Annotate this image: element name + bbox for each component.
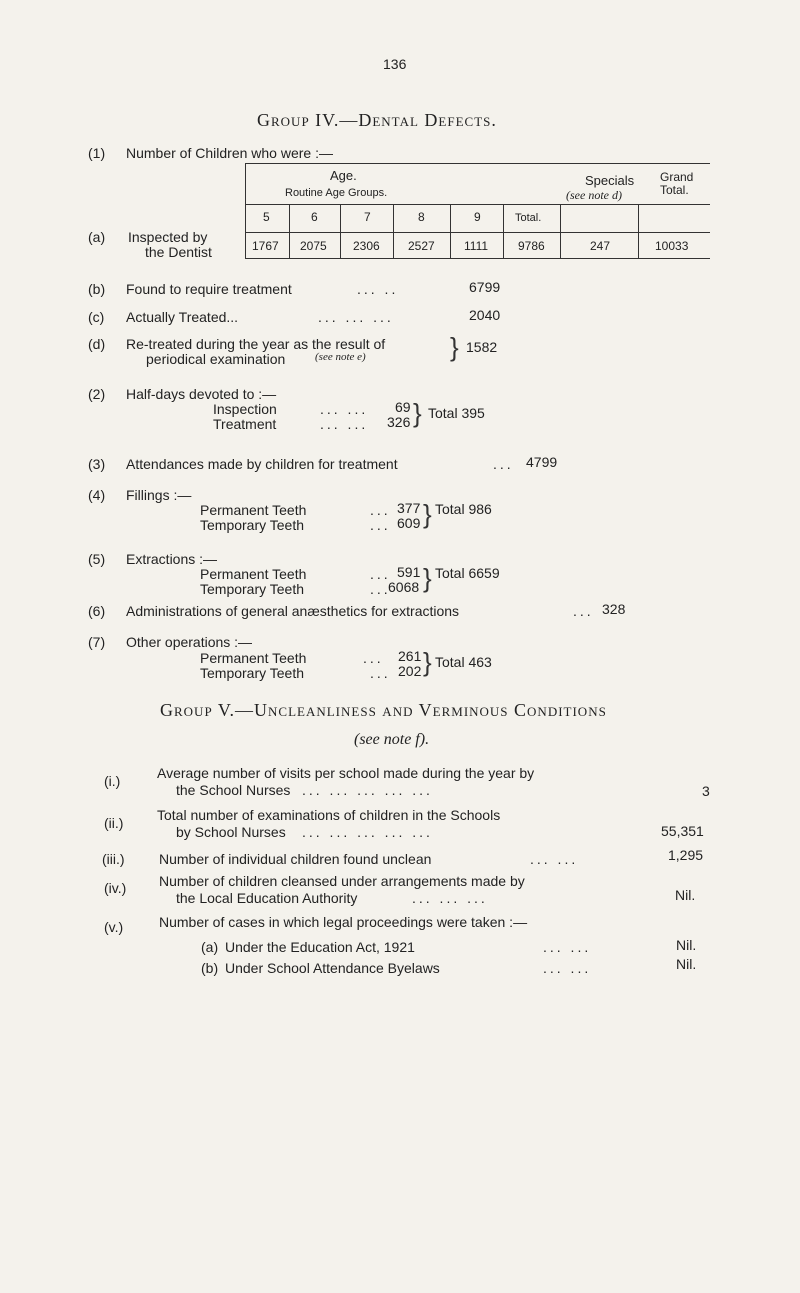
q5-temp-value: 6068	[388, 579, 420, 595]
iv-dots: ... ... ...	[412, 890, 488, 906]
q2-inspection-value: 69	[395, 399, 411, 415]
table-header-rule	[245, 204, 710, 205]
q3-label: (3)	[88, 456, 106, 472]
q7-total: Total 463	[435, 654, 492, 670]
col-label: 7	[364, 210, 371, 224]
cell-value: 1767	[252, 239, 279, 253]
q6-dots: ...	[573, 603, 594, 619]
cell-value: 9786	[518, 239, 545, 253]
b-dots: ... ..	[357, 281, 399, 297]
vb-label: (b)	[201, 960, 219, 976]
q7-temp-dots: ...	[370, 665, 391, 681]
table-mid-rule	[245, 232, 710, 233]
iv-text-2: the Local Education Authority	[176, 890, 358, 906]
q2-treatment-value: 326	[387, 414, 411, 430]
group-v-subtitle: (see note f).	[354, 731, 430, 748]
cell-value: 2306	[353, 239, 380, 253]
va-label: (a)	[201, 939, 219, 955]
row-label-a: (a)	[88, 229, 106, 245]
va-dots: ... ...	[543, 939, 592, 955]
col-divider	[638, 204, 639, 258]
q2-inspection-dots: ... ...	[320, 401, 369, 417]
c-dots: ... ... ...	[318, 309, 394, 325]
ii-value: 55,351	[661, 823, 704, 839]
q7-perm: Permanent Teeth	[200, 650, 307, 666]
q4-total: Total 986	[435, 501, 492, 517]
q4-temp-dots: ...	[370, 517, 391, 533]
col-divider	[560, 204, 561, 258]
i-text: Average number of visits per school made during the year by	[157, 765, 535, 781]
col-divider	[503, 204, 504, 258]
table-top-rule	[245, 163, 710, 164]
q6-label: (6)	[88, 603, 106, 619]
q4-temp-value: 609	[397, 515, 421, 531]
q7-temp: Temporary Teeth	[200, 665, 305, 681]
q5-perm-value: 591	[397, 564, 421, 580]
cell-value: 2075	[300, 239, 327, 253]
q2-treatment-dots: ... ...	[320, 416, 369, 432]
d-text-2: periodical examination	[146, 351, 286, 367]
cell-specials: 247	[590, 239, 611, 253]
iii-dots: ... ...	[530, 851, 579, 867]
q7-perm-dots: ...	[363, 650, 384, 666]
c-label: (c)	[88, 309, 105, 325]
b-text: Found to require treatment	[126, 281, 292, 297]
row-label-2: the Dentist	[145, 244, 212, 260]
vb-value: Nil.	[676, 956, 697, 972]
q2-total: Total 395	[428, 405, 485, 421]
i-value: 3	[702, 783, 710, 799]
q2-text: Half-days devoted to :—	[126, 386, 277, 402]
ii-text: Total number of examinations of children in the Schools	[157, 807, 501, 823]
header-age: Age.	[330, 168, 357, 183]
q5-label: (5)	[88, 551, 106, 567]
q5-text: Extractions :—	[126, 551, 218, 567]
va-text: Under the Education Act, 1921	[225, 939, 415, 955]
q1-label: (1)	[88, 145, 106, 161]
b-label: (b)	[88, 281, 106, 297]
q7-brace: }	[423, 647, 432, 677]
q7-temp-value: 202	[398, 663, 422, 679]
iii-value: 1,295	[668, 847, 704, 863]
vb-dots: ... ...	[543, 960, 592, 976]
ii-text-2: by School Nurses	[176, 824, 286, 840]
ii-label: (ii.)	[104, 815, 124, 831]
q2-inspection: Inspection	[213, 401, 277, 417]
header-routine: Routine Age Groups.	[285, 187, 388, 199]
iii-label: (iii.)	[102, 851, 125, 867]
q5-temp: Temporary Teeth	[200, 581, 305, 597]
cell-value: 1111	[464, 239, 489, 253]
d-brace: }	[450, 332, 459, 362]
header-specials-note: (see note d)	[566, 188, 622, 202]
c-value: 2040	[469, 307, 501, 323]
table-bottom-rule	[245, 258, 710, 259]
q7-label: (7)	[88, 634, 106, 650]
d-label: (d)	[88, 336, 106, 352]
q4-temp: Temporary Teeth	[200, 517, 305, 533]
q7-text: Other operations :—	[126, 634, 253, 650]
va-value: Nil.	[676, 937, 697, 953]
d-value: 1582	[466, 339, 498, 355]
q3-dots: ...	[493, 456, 514, 472]
q3-value: 4799	[526, 454, 558, 470]
v-text: Number of cases in which legal proceedings were taken :—	[159, 914, 528, 930]
q6-value: 328	[602, 601, 626, 617]
q5-brace: }	[423, 563, 432, 593]
col-divider	[393, 204, 394, 258]
q4-brace: }	[423, 499, 432, 529]
col-label: 8	[418, 210, 425, 224]
q4-label: (4)	[88, 487, 106, 503]
q1-text: Number of Children who were :—	[126, 145, 333, 161]
q4-perm-value: 377	[397, 500, 421, 516]
q4-text: Fillings :—	[126, 487, 192, 503]
col-divider	[340, 204, 341, 258]
q5-perm-dots: ...	[370, 566, 391, 582]
vb-text: Under School Attendance Byelaws	[225, 960, 440, 976]
q2-treatment: Treatment	[213, 416, 277, 432]
header-grand: Grand	[660, 170, 694, 184]
table-left-rule	[245, 163, 246, 258]
i-label: (i.)	[104, 773, 121, 789]
v-label: (v.)	[104, 919, 124, 935]
iv-value: Nil.	[675, 887, 696, 903]
group-iv-heading: Group IV.—Dental Defects.	[257, 110, 497, 130]
q5-perm: Permanent Teeth	[200, 566, 307, 582]
i-dots: ... ... ... ... ...	[302, 782, 433, 798]
b-value: 6799	[469, 279, 501, 295]
d-note: (see note e)	[315, 351, 366, 363]
q4-perm: Permanent Teeth	[200, 502, 307, 518]
q5-temp-dots: ...	[370, 581, 391, 597]
iii-text: Number of individual children found unclean	[159, 851, 432, 867]
header-specials: Specials	[585, 173, 635, 188]
cell-value: 2527	[408, 239, 435, 253]
q3-text: Attendances made by children for treatment	[126, 456, 398, 472]
col-divider	[289, 204, 290, 258]
cell-grand-total: 10033	[655, 239, 689, 253]
ii-dots: ... ... ... ... ...	[302, 824, 433, 840]
q4-perm-dots: ...	[370, 502, 391, 518]
d-text: Re-treated during the year as the result of	[126, 336, 386, 352]
col-divider	[450, 204, 451, 258]
col-label: 6	[311, 210, 318, 224]
col-label: 9	[474, 210, 481, 224]
q2-brace: }	[413, 398, 422, 428]
page-number: 136	[383, 56, 407, 72]
col-label: 5	[263, 210, 270, 224]
row-label: Inspected by	[128, 229, 208, 245]
q7-perm-value: 261	[398, 648, 422, 664]
q5-total: Total 6659	[435, 565, 500, 581]
q6-text: Administrations of general anæsthetics for extractions	[126, 603, 460, 619]
i-text-2: the School Nurses	[176, 782, 291, 798]
iv-label: (iv.)	[104, 880, 127, 896]
c-text: Actually Treated...	[126, 309, 239, 325]
group-v-heading: Group V.—Uncleanliness and Verminous Conditions	[160, 700, 607, 720]
iv-text: Number of children cleansed under arrangements made by	[159, 873, 525, 889]
col-label: Total.	[515, 212, 542, 224]
header-grand-total: Total.	[660, 183, 689, 197]
q2-label: (2)	[88, 386, 106, 402]
